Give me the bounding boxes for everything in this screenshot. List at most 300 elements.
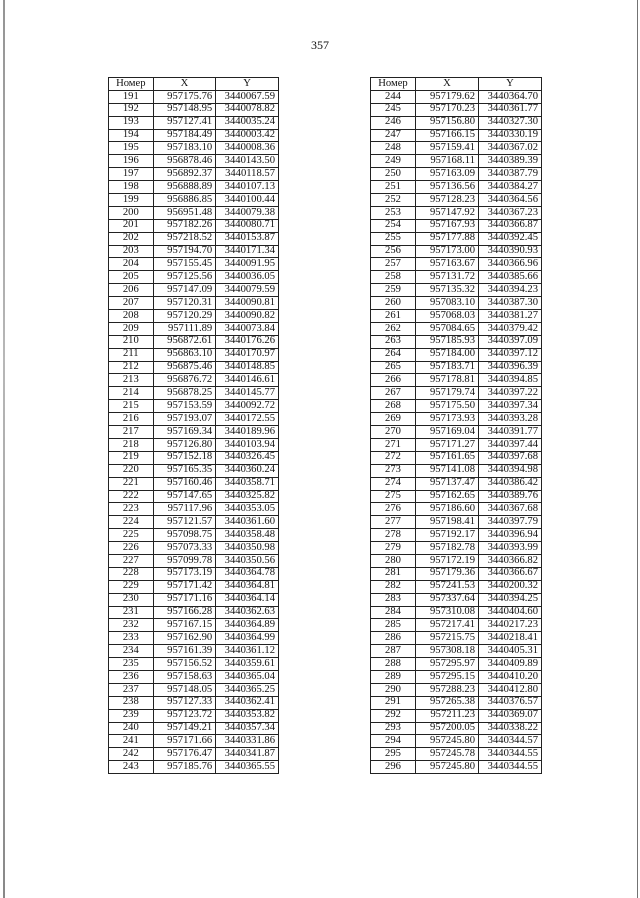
x-coordinate-cell: 957175.50	[416, 400, 479, 413]
x-coordinate-cell: 957295.97	[416, 658, 479, 671]
point-number-cell: 243	[109, 761, 154, 774]
y-coordinate-cell: 3440393.28	[479, 413, 542, 426]
table-row	[109, 606, 279, 619]
point-number-cell: 192	[109, 103, 154, 116]
table-row	[109, 503, 279, 516]
x-coordinate-cell: 957193.07	[153, 413, 216, 426]
point-number-cell: 231	[109, 606, 154, 619]
table-row	[371, 142, 542, 155]
x-coordinate-cell: 957165.35	[153, 464, 216, 477]
x-coordinate-cell: 957211.23	[416, 709, 479, 722]
y-coordinate-cell: 3440036.05	[216, 271, 279, 284]
y-coordinate-cell: 3440387.79	[479, 168, 542, 181]
x-coordinate-cell: 957167.15	[153, 619, 216, 632]
table-header-row	[109, 78, 279, 91]
x-coordinate-cell: 957288.23	[416, 683, 479, 696]
x-coordinate-cell: 957149.21	[153, 722, 216, 735]
point-number-cell: 293	[371, 722, 416, 735]
point-number-cell: 220	[109, 464, 154, 477]
x-coordinate-cell: 957169.04	[416, 426, 479, 439]
point-number-cell: 248	[371, 142, 416, 155]
table-row	[109, 670, 279, 683]
table-row	[371, 348, 542, 361]
table-row	[371, 490, 542, 503]
table-row	[109, 658, 279, 671]
table-row	[109, 181, 279, 194]
table-row	[371, 335, 542, 348]
coordinates-table-right	[370, 77, 542, 774]
y-coordinate-cell: 3440035.24	[216, 116, 279, 129]
x-coordinate-cell: 957184.49	[153, 129, 216, 142]
y-coordinate-cell: 3440397.34	[479, 400, 542, 413]
x-coordinate-cell: 957152.18	[153, 451, 216, 464]
table-row	[371, 451, 542, 464]
y-coordinate-cell: 3440364.70	[479, 90, 542, 103]
y-coordinate-cell: 3440344.55	[479, 748, 542, 761]
table-row	[371, 542, 542, 555]
table-row	[109, 567, 279, 580]
y-coordinate-cell: 3440326.45	[216, 451, 279, 464]
point-number-cell: 206	[109, 284, 154, 297]
x-coordinate-cell: 957148.95	[153, 103, 216, 116]
x-coordinate-cell: 957179.36	[416, 567, 479, 580]
point-number-cell: 229	[109, 580, 154, 593]
y-coordinate-cell: 3440397.44	[479, 438, 542, 451]
point-number-cell: 213	[109, 374, 154, 387]
x-coordinate-cell: 957155.45	[153, 258, 216, 271]
header-y: Y	[216, 78, 279, 91]
x-coordinate-cell: 957117.96	[153, 503, 216, 516]
x-coordinate-cell: 957099.78	[153, 554, 216, 567]
point-number-cell: 265	[371, 361, 416, 374]
x-coordinate-cell: 957162.90	[153, 632, 216, 645]
x-coordinate-cell: 957166.28	[153, 606, 216, 619]
x-coordinate-cell: 957310.08	[416, 606, 479, 619]
y-coordinate-cell: 3440341.87	[216, 748, 279, 761]
x-coordinate-cell: 957182.26	[153, 219, 216, 232]
table-row	[371, 516, 542, 529]
scan-edge-left	[3, 0, 5, 898]
point-number-cell: 212	[109, 361, 154, 374]
table-row	[109, 219, 279, 232]
y-coordinate-cell: 3440325.82	[216, 490, 279, 503]
table-row	[109, 696, 279, 709]
x-coordinate-cell: 957120.29	[153, 310, 216, 323]
table-row	[371, 722, 542, 735]
x-coordinate-cell: 957159.41	[416, 142, 479, 155]
x-coordinate-cell: 956886.85	[153, 194, 216, 207]
x-coordinate-cell: 957170.23	[416, 103, 479, 116]
x-coordinate-cell: 957137.47	[416, 477, 479, 490]
point-number-cell: 203	[109, 245, 154, 258]
point-number-cell: 287	[371, 645, 416, 658]
x-coordinate-cell: 957183.71	[416, 361, 479, 374]
point-number-cell: 226	[109, 542, 154, 555]
table-row	[371, 284, 542, 297]
y-coordinate-cell: 3440364.99	[216, 632, 279, 645]
table-row	[371, 438, 542, 451]
x-coordinate-cell: 957167.93	[416, 219, 479, 232]
y-coordinate-cell: 3440353.05	[216, 503, 279, 516]
x-coordinate-cell: 957176.47	[153, 748, 216, 761]
y-coordinate-cell: 3440396.39	[479, 361, 542, 374]
x-coordinate-cell: 957161.39	[153, 645, 216, 658]
y-coordinate-cell: 3440153.87	[216, 232, 279, 245]
header-number: Номер	[371, 78, 416, 91]
x-coordinate-cell: 957163.09	[416, 168, 479, 181]
point-number-cell: 267	[371, 387, 416, 400]
x-coordinate-cell: 956872.61	[153, 335, 216, 348]
point-number-cell: 197	[109, 168, 154, 181]
x-coordinate-cell: 956875.46	[153, 361, 216, 374]
point-number-cell: 199	[109, 194, 154, 207]
y-coordinate-cell: 3440171.34	[216, 245, 279, 258]
table-row	[371, 322, 542, 335]
point-number-cell: 256	[371, 245, 416, 258]
x-coordinate-cell: 956892.37	[153, 168, 216, 181]
x-coordinate-cell: 957245.78	[416, 748, 479, 761]
point-number-cell: 230	[109, 593, 154, 606]
table-row	[371, 129, 542, 142]
table-row	[371, 400, 542, 413]
y-coordinate-cell: 3440358.71	[216, 477, 279, 490]
x-coordinate-cell: 957171.16	[153, 593, 216, 606]
table-row	[109, 245, 279, 258]
table-row	[109, 129, 279, 142]
table-row	[371, 632, 542, 645]
x-coordinate-cell: 957166.15	[416, 129, 479, 142]
table-row	[371, 567, 542, 580]
point-number-cell: 202	[109, 232, 154, 245]
table-header-row	[371, 78, 542, 91]
point-number-cell: 259	[371, 284, 416, 297]
table-row	[371, 219, 542, 232]
point-number-cell: 292	[371, 709, 416, 722]
table-row	[109, 426, 279, 439]
x-coordinate-cell: 957111.89	[153, 322, 216, 335]
y-coordinate-cell: 3440091.95	[216, 258, 279, 271]
point-number-cell: 276	[371, 503, 416, 516]
point-number-cell: 280	[371, 554, 416, 567]
point-number-cell: 211	[109, 348, 154, 361]
table-row	[371, 709, 542, 722]
x-coordinate-cell: 957156.52	[153, 658, 216, 671]
y-coordinate-cell: 3440217.23	[479, 619, 542, 632]
table-row	[371, 735, 542, 748]
y-coordinate-cell: 3440092.72	[216, 400, 279, 413]
y-coordinate-cell: 3440369.07	[479, 709, 542, 722]
point-number-cell: 225	[109, 529, 154, 542]
x-coordinate-cell: 957158.63	[153, 670, 216, 683]
y-coordinate-cell: 3440148.85	[216, 361, 279, 374]
point-number-cell: 290	[371, 683, 416, 696]
point-number-cell: 281	[371, 567, 416, 580]
point-number-cell: 238	[109, 696, 154, 709]
point-number-cell: 242	[109, 748, 154, 761]
table-row	[109, 374, 279, 387]
table-row	[109, 683, 279, 696]
point-number-cell: 278	[371, 529, 416, 542]
header-y: Y	[479, 78, 542, 91]
table-row	[109, 464, 279, 477]
table-row	[371, 245, 542, 258]
table-row	[109, 258, 279, 271]
y-coordinate-cell: 3440410.20	[479, 670, 542, 683]
x-coordinate-cell: 957135.32	[416, 284, 479, 297]
point-number-cell: 272	[371, 451, 416, 464]
y-coordinate-cell: 3440364.56	[479, 194, 542, 207]
table-row	[109, 206, 279, 219]
point-number-cell: 261	[371, 310, 416, 323]
y-coordinate-cell: 3440366.96	[479, 258, 542, 271]
x-coordinate-cell: 957141.08	[416, 464, 479, 477]
x-coordinate-cell: 957131.72	[416, 271, 479, 284]
y-coordinate-cell: 3440170.97	[216, 348, 279, 361]
table-row	[109, 554, 279, 567]
table-row	[371, 477, 542, 490]
y-coordinate-cell: 3440330.19	[479, 129, 542, 142]
table-row	[109, 116, 279, 129]
point-number-cell: 239	[109, 709, 154, 722]
point-number-cell: 288	[371, 658, 416, 671]
point-number-cell: 201	[109, 219, 154, 232]
table-row	[109, 761, 279, 774]
table-row	[371, 103, 542, 116]
x-coordinate-cell: 957121.57	[153, 516, 216, 529]
point-number-cell: 275	[371, 490, 416, 503]
y-coordinate-cell: 3440357.34	[216, 722, 279, 735]
table-row	[109, 438, 279, 451]
x-coordinate-cell: 957185.76	[153, 761, 216, 774]
point-number-cell: 282	[371, 580, 416, 593]
table-row	[109, 529, 279, 542]
point-number-cell: 234	[109, 645, 154, 658]
x-coordinate-cell: 957127.33	[153, 696, 216, 709]
x-coordinate-cell: 956863.10	[153, 348, 216, 361]
x-coordinate-cell: 957083.10	[416, 297, 479, 310]
table-row	[371, 168, 542, 181]
y-coordinate-cell: 3440394.98	[479, 464, 542, 477]
point-number-cell: 223	[109, 503, 154, 516]
table-row	[371, 297, 542, 310]
table-row	[371, 683, 542, 696]
table-row	[371, 503, 542, 516]
table-row	[371, 761, 542, 774]
table-row	[109, 709, 279, 722]
x-coordinate-cell: 957163.67	[416, 258, 479, 271]
table-row	[109, 284, 279, 297]
point-number-cell: 210	[109, 335, 154, 348]
header-x: X	[416, 78, 479, 91]
point-number-cell: 195	[109, 142, 154, 155]
y-coordinate-cell: 3440366.82	[479, 554, 542, 567]
point-number-cell: 244	[371, 90, 416, 103]
point-number-cell: 279	[371, 542, 416, 555]
y-coordinate-cell: 3440362.63	[216, 606, 279, 619]
x-coordinate-cell: 957147.92	[416, 206, 479, 219]
table-row	[109, 335, 279, 348]
x-coordinate-cell: 957186.60	[416, 503, 479, 516]
table-row	[371, 361, 542, 374]
point-number-cell: 286	[371, 632, 416, 645]
y-coordinate-cell: 3440364.14	[216, 593, 279, 606]
x-coordinate-cell: 957179.62	[416, 90, 479, 103]
x-coordinate-cell: 957153.59	[153, 400, 216, 413]
table-row	[371, 645, 542, 658]
x-coordinate-cell: 957147.65	[153, 490, 216, 503]
y-coordinate-cell: 3440344.55	[479, 761, 542, 774]
y-coordinate-cell: 3440389.76	[479, 490, 542, 503]
point-number-cell: 196	[109, 155, 154, 168]
table-row	[371, 426, 542, 439]
point-number-cell: 245	[371, 103, 416, 116]
table-row	[109, 361, 279, 374]
point-number-cell: 249	[371, 155, 416, 168]
point-number-cell: 246	[371, 116, 416, 129]
y-coordinate-cell: 3440390.93	[479, 245, 542, 258]
point-number-cell: 283	[371, 593, 416, 606]
y-coordinate-cell: 3440143.50	[216, 155, 279, 168]
x-coordinate-cell: 957147.09	[153, 284, 216, 297]
table-row	[109, 413, 279, 426]
y-coordinate-cell: 3440073.84	[216, 322, 279, 335]
point-number-cell: 291	[371, 696, 416, 709]
x-coordinate-cell: 957136.56	[416, 181, 479, 194]
x-coordinate-cell: 957295.15	[416, 670, 479, 683]
point-number-cell: 252	[371, 194, 416, 207]
x-coordinate-cell: 957098.75	[153, 529, 216, 542]
y-coordinate-cell: 3440103.94	[216, 438, 279, 451]
table-row	[109, 310, 279, 323]
y-coordinate-cell: 3440067.59	[216, 90, 279, 103]
x-coordinate-cell: 957183.10	[153, 142, 216, 155]
x-coordinate-cell: 957161.65	[416, 451, 479, 464]
table-row	[109, 722, 279, 735]
point-number-cell: 215	[109, 400, 154, 413]
point-number-cell: 274	[371, 477, 416, 490]
x-coordinate-cell: 957120.31	[153, 297, 216, 310]
x-coordinate-cell: 957185.93	[416, 335, 479, 348]
table-row	[371, 90, 542, 103]
y-coordinate-cell: 3440344.57	[479, 735, 542, 748]
x-coordinate-cell: 957177.88	[416, 232, 479, 245]
x-coordinate-cell: 957126.80	[153, 438, 216, 451]
point-number-cell: 218	[109, 438, 154, 451]
table-row	[371, 181, 542, 194]
y-coordinate-cell: 3440364.81	[216, 580, 279, 593]
point-number-cell: 200	[109, 206, 154, 219]
table-row	[109, 632, 279, 645]
table-row	[109, 348, 279, 361]
table-row	[371, 696, 542, 709]
y-coordinate-cell: 3440367.68	[479, 503, 542, 516]
point-number-cell: 222	[109, 490, 154, 503]
point-number-cell: 204	[109, 258, 154, 271]
point-number-cell: 254	[371, 219, 416, 232]
y-coordinate-cell: 3440365.04	[216, 670, 279, 683]
point-number-cell: 198	[109, 181, 154, 194]
x-coordinate-cell: 957173.00	[416, 245, 479, 258]
header-number: Номер	[109, 78, 154, 91]
point-number-cell: 216	[109, 413, 154, 426]
y-coordinate-cell: 3440359.61	[216, 658, 279, 671]
y-coordinate-cell: 3440404.60	[479, 606, 542, 619]
x-coordinate-cell: 956951.48	[153, 206, 216, 219]
point-number-cell: 207	[109, 297, 154, 310]
y-coordinate-cell: 3440396.94	[479, 529, 542, 542]
table-row	[371, 593, 542, 606]
table-row	[109, 90, 279, 103]
point-number-cell: 263	[371, 335, 416, 348]
point-number-cell: 209	[109, 322, 154, 335]
table-row	[371, 271, 542, 284]
x-coordinate-cell: 957162.65	[416, 490, 479, 503]
y-coordinate-cell: 3440118.57	[216, 168, 279, 181]
y-coordinate-cell: 3440327.30	[479, 116, 542, 129]
y-coordinate-cell: 3440145.77	[216, 387, 279, 400]
x-coordinate-cell: 957265.38	[416, 696, 479, 709]
x-coordinate-cell: 957175.76	[153, 90, 216, 103]
y-coordinate-cell: 3440366.87	[479, 219, 542, 232]
point-number-cell: 250	[371, 168, 416, 181]
y-coordinate-cell: 3440391.77	[479, 426, 542, 439]
point-number-cell: 227	[109, 554, 154, 567]
point-number-cell: 258	[371, 271, 416, 284]
table-row	[371, 529, 542, 542]
x-coordinate-cell: 957241.53	[416, 580, 479, 593]
point-number-cell: 264	[371, 348, 416, 361]
y-coordinate-cell: 3440364.78	[216, 567, 279, 580]
table-row	[109, 490, 279, 503]
y-coordinate-cell: 3440384.27	[479, 181, 542, 194]
x-coordinate-cell: 957217.41	[416, 619, 479, 632]
table-row	[109, 645, 279, 658]
table-row	[109, 542, 279, 555]
y-coordinate-cell: 3440176.26	[216, 335, 279, 348]
table-row	[109, 451, 279, 464]
x-coordinate-cell: 957127.41	[153, 116, 216, 129]
table-row	[109, 142, 279, 155]
table-row	[371, 258, 542, 271]
y-coordinate-cell: 3440397.12	[479, 348, 542, 361]
y-coordinate-cell: 3440080.71	[216, 219, 279, 232]
point-number-cell: 262	[371, 322, 416, 335]
table-row	[371, 413, 542, 426]
y-coordinate-cell: 3440385.66	[479, 271, 542, 284]
y-coordinate-cell: 3440397.68	[479, 451, 542, 464]
y-coordinate-cell: 3440386.42	[479, 477, 542, 490]
x-coordinate-cell: 957173.19	[153, 567, 216, 580]
y-coordinate-cell: 3440366.67	[479, 567, 542, 580]
table-row	[109, 155, 279, 168]
x-coordinate-cell: 957171.27	[416, 438, 479, 451]
y-coordinate-cell: 3440358.48	[216, 529, 279, 542]
x-coordinate-cell: 957308.18	[416, 645, 479, 658]
point-number-cell: 289	[371, 670, 416, 683]
y-coordinate-cell: 3440003.42	[216, 129, 279, 142]
coordinates-table-left	[108, 77, 279, 774]
y-coordinate-cell: 3440079.59	[216, 284, 279, 297]
y-coordinate-cell: 3440078.82	[216, 103, 279, 116]
table-row	[109, 748, 279, 761]
y-coordinate-cell: 3440331.86	[216, 735, 279, 748]
table-row	[109, 271, 279, 284]
point-number-cell: 193	[109, 116, 154, 129]
table-row	[109, 516, 279, 529]
point-number-cell: 285	[371, 619, 416, 632]
point-number-cell: 241	[109, 735, 154, 748]
point-number-cell: 273	[371, 464, 416, 477]
